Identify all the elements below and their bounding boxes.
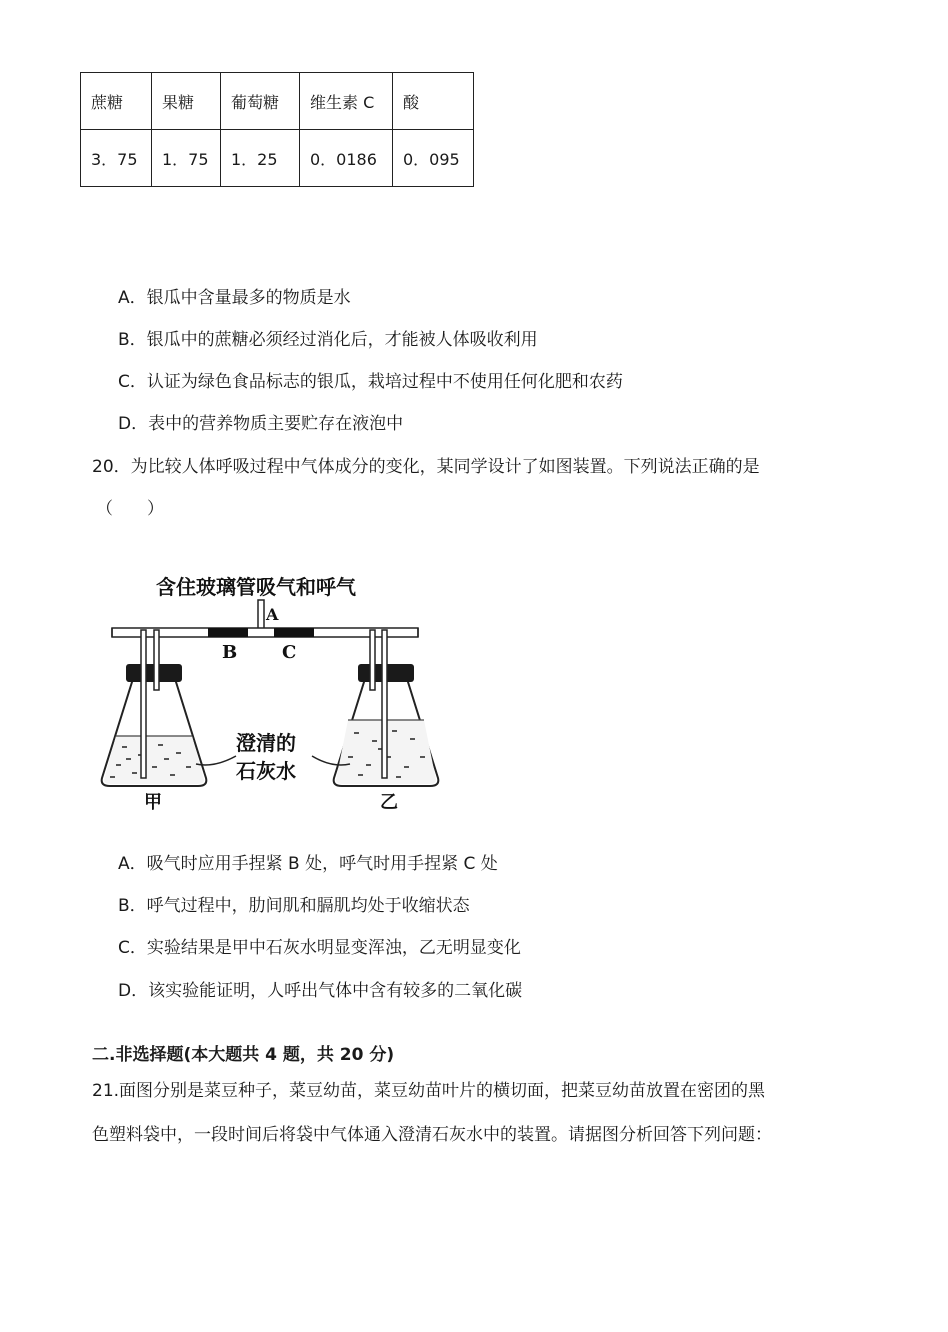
q20-answer-parentheses: （ ） (96, 499, 164, 519)
table-header-cell: 维生素 C (300, 73, 393, 130)
table-cell: 0．0186 (300, 130, 393, 187)
q20-stem: 20．为比较人体呼吸过程中气体成分的变化，某同学设计了如图装置。下列说法正确的是 (92, 457, 760, 477)
table-cell: 0．095 (393, 130, 474, 187)
q20-option-c: C．实验结果是甲中石灰水明显变浑浊，乙无明显变化 (118, 938, 521, 958)
q19-option-b: B．银瓜中的蔗糖必须经过消化后，才能被人体吸收利用 (118, 330, 538, 350)
nutrient-table (80, 72, 474, 187)
q19-option-c: C．认证为绿色食品标志的银瓜，栽培过程中不使用任何化肥和农药 (118, 372, 623, 392)
table-header-cell: 酸 (393, 73, 474, 130)
q21-line2: 色塑料袋中，一段时间后将袋中气体通入澄清石灰水中的装置。请据图分析回答下列问题： (92, 1125, 772, 1145)
q19-option-d: D．表中的营养物质主要贮存在液泡中 (118, 414, 404, 434)
table-header-row (81, 73, 474, 130)
flask-left (102, 628, 207, 786)
clamp-b-section (208, 628, 248, 637)
table-cell: 3．75 (81, 130, 152, 187)
q19-option-a: A．银瓜中含量最多的物质是水 (118, 288, 351, 308)
label-c: C (282, 642, 297, 663)
table-cell: 1．75 (152, 130, 221, 187)
respiration-apparatus-figure (96, 560, 460, 816)
q20-option-d: D．该实验能证明，人呼出气体中含有较多的二氧化碳 (118, 981, 523, 1001)
q20-option-b: B．呼气过程中，肋间肌和膈肌均处于收缩状态 (118, 896, 470, 916)
figure-title: 含住玻璃管吸气和呼气 (156, 575, 356, 599)
label-b: B (222, 642, 238, 663)
q20-option-a: A．吸气时应用手捏紧 B 处，呼气时用手捏紧 C 处 (118, 854, 498, 874)
q21-line1: 21.面图分别是菜豆种子，菜豆幼苗，菜豆幼苗叶片的横切面，把菜豆幼苗放置在密团的黑 (92, 1081, 766, 1101)
liquid-label-line2: 石灰水 (236, 759, 296, 783)
table-cell: 1．25 (221, 130, 300, 187)
table-header-cell: 蔗糖 (81, 73, 152, 130)
apparatus-drawing (96, 560, 460, 816)
flask-right (334, 628, 439, 786)
label-a: A (266, 605, 279, 624)
table-row (81, 130, 474, 187)
flask-left-label: 甲 (144, 792, 162, 813)
clamp-c-section (274, 628, 314, 637)
table-header-cell: 葡萄糖 (221, 73, 300, 130)
table-header-cell: 果糖 (152, 73, 221, 130)
section-heading: 二.非选择题(本大题共 4 题，共 20 分) (92, 1045, 395, 1065)
flask-right-label: 乙 (380, 792, 398, 813)
liquid-label-line1: 澄清的 (236, 731, 296, 755)
mouthpiece-tube (258, 600, 264, 630)
